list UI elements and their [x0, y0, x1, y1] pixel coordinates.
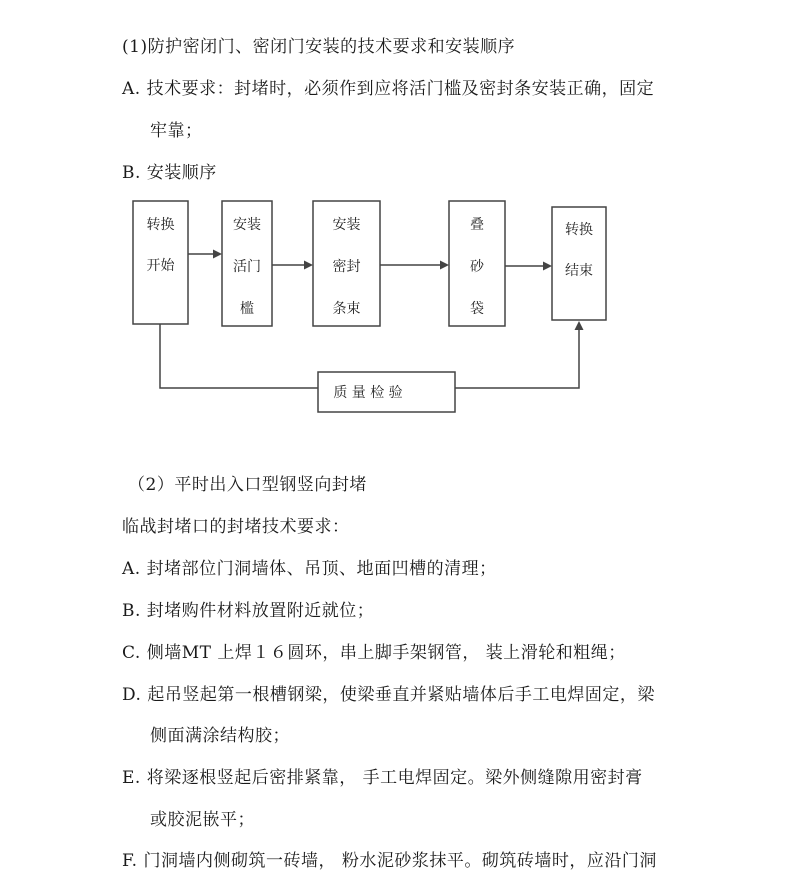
section1-heading: (1)防护密闭门、密闭门安装的技术要求和安装顺序 — [122, 37, 516, 57]
flow-arrowhead-4 — [543, 262, 552, 271]
flow-check-line-left — [160, 324, 318, 388]
flow-box-seal-strip-line2: 密封 — [332, 259, 361, 275]
section2-item-d-line1: D. 起吊竖起第一根槽钢梁，使梁垂直并紧贴墙体后手工电焊固定，梁 — [122, 685, 655, 705]
flow-check-line-right — [455, 329, 579, 388]
section1-item-a-line2: 牢靠； — [150, 121, 203, 141]
flow-box-threshold-line1: 安装 — [233, 217, 261, 233]
flow-arrowhead-2 — [304, 261, 313, 270]
section2-item-f-line1: F. 门洞墙内侧砌筑一砖墙， 粉水泥砂浆抹平。砌筑砖墙时，应沿门洞 — [122, 851, 657, 871]
flow-box-sandbags-line1: 叠 — [470, 217, 484, 233]
section1-item-b: B. 安装顺序 — [122, 163, 217, 183]
flow-box-end-line1: 转换 — [565, 222, 593, 238]
flow-box-sandbags-line3: 袋 — [470, 301, 484, 317]
section2-item-e-line1: E. 将梁逐根竖起后密排紧靠， 手工电焊固定。梁外侧缝隙用密封膏 — [122, 768, 643, 788]
section1-item-a-line1: A. 技术要求：封堵时，必须作到应将活门槛及密封条安装正确，固定 — [122, 79, 655, 99]
section2-item-e-line2: 或胶泥嵌平； — [150, 810, 255, 830]
flow-arrowhead-1 — [213, 250, 222, 259]
installation-flow-diagram — [0, 0, 794, 430]
flow-box-threshold-line2: 活门 — [233, 259, 261, 275]
flow-box-end-line2: 结束 — [565, 263, 593, 279]
section2-item-c: C. 侧墙MT 上焊１６圆环，串上脚手架钢管， 装上滑轮和粗绳； — [122, 643, 626, 663]
flow-box-start-line2: 开始 — [146, 258, 175, 274]
flow-box-threshold-line3: 槛 — [240, 301, 254, 317]
section2-intro: 临战封堵口的封堵技术要求： — [122, 517, 350, 537]
section2-item-a: A. 封堵部位门洞墙体、吊顶、地面凹槽的清理； — [122, 559, 497, 579]
flow-check-arrowhead — [575, 321, 584, 330]
section2-item-d-line2: 侧面满涂结构胶； — [150, 726, 290, 746]
flow-box-seal-strip-line3: 条束 — [332, 301, 361, 317]
flow-box-sandbags-line2: 砂 — [470, 259, 484, 275]
flow-box-quality-check-label: 质 量 检 验 — [333, 385, 403, 401]
flow-arrowhead-3 — [440, 261, 449, 270]
flow-box-seal-strip-line1: 安装 — [332, 217, 361, 233]
section2-item-b: B. 封堵购件材料放置附近就位； — [122, 601, 375, 621]
section2-heading: （2）平时出入口型钢竖向封堵 — [128, 475, 367, 495]
flow-box-start-line1: 转换 — [146, 217, 175, 233]
